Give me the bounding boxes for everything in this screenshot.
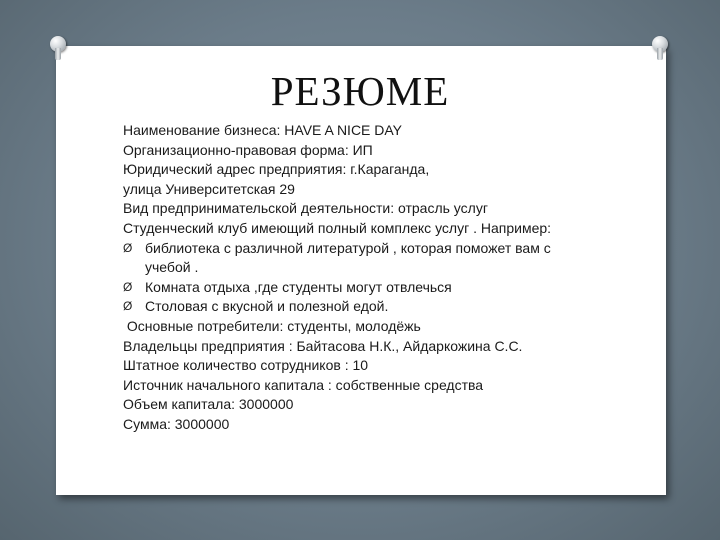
staff-count-line: Штатное количество сотрудников : 10 [123, 357, 369, 374]
list-item [123, 278, 593, 298]
consumers-line: Основные потребители: студенты, молодёжь [123, 317, 421, 334]
slide-body [123, 121, 593, 435]
address-street-line: улица Университетская 29 [123, 180, 295, 197]
legal-form-line: Организационно-правовая форма: ИП [123, 141, 373, 158]
bullet-text: Комната отдыха ,где студенты могут отвлечься [145, 278, 452, 295]
bullet-text: Столовая с вкусной и полезной едой. [145, 298, 389, 315]
capital-source-line: Источник начального капитала : собственные средства [123, 376, 484, 393]
arrow-bullet-icon: Ø [123, 279, 133, 294]
arrow-bullet-icon: Ø [123, 240, 133, 255]
bullet-text: библиотека с различной литературой , которая поможет вам с учебой . [145, 239, 551, 276]
thumbtack-icon [652, 36, 668, 62]
activity-type-line: Вид предпринимательской деятельности: отрасль услуг [123, 200, 488, 217]
list-item [123, 239, 593, 278]
legal-address-line: Юридический адрес предприятия: г.Караганда, [123, 161, 430, 178]
total-sum-line: Сумма: 3000000 [123, 415, 230, 432]
arrow-bullet-icon: Ø [123, 299, 133, 314]
list-item [123, 297, 593, 317]
owners-line: Владельцы предприятия : Байтасова Н.К., Айдаркожина С.С. [123, 337, 523, 354]
club-description-line: Студенческий клуб имеющий полный комплекс услуг . Например: [123, 219, 552, 236]
slide-title: РЕЗЮМЕ [270, 68, 450, 114]
thumbtack-icon [50, 36, 66, 62]
capital-amount-line: Объем капитала: 3000000 [123, 396, 294, 413]
business-name-line: Наименование бизнеса: HAVE A NICE DAY [123, 122, 403, 138]
